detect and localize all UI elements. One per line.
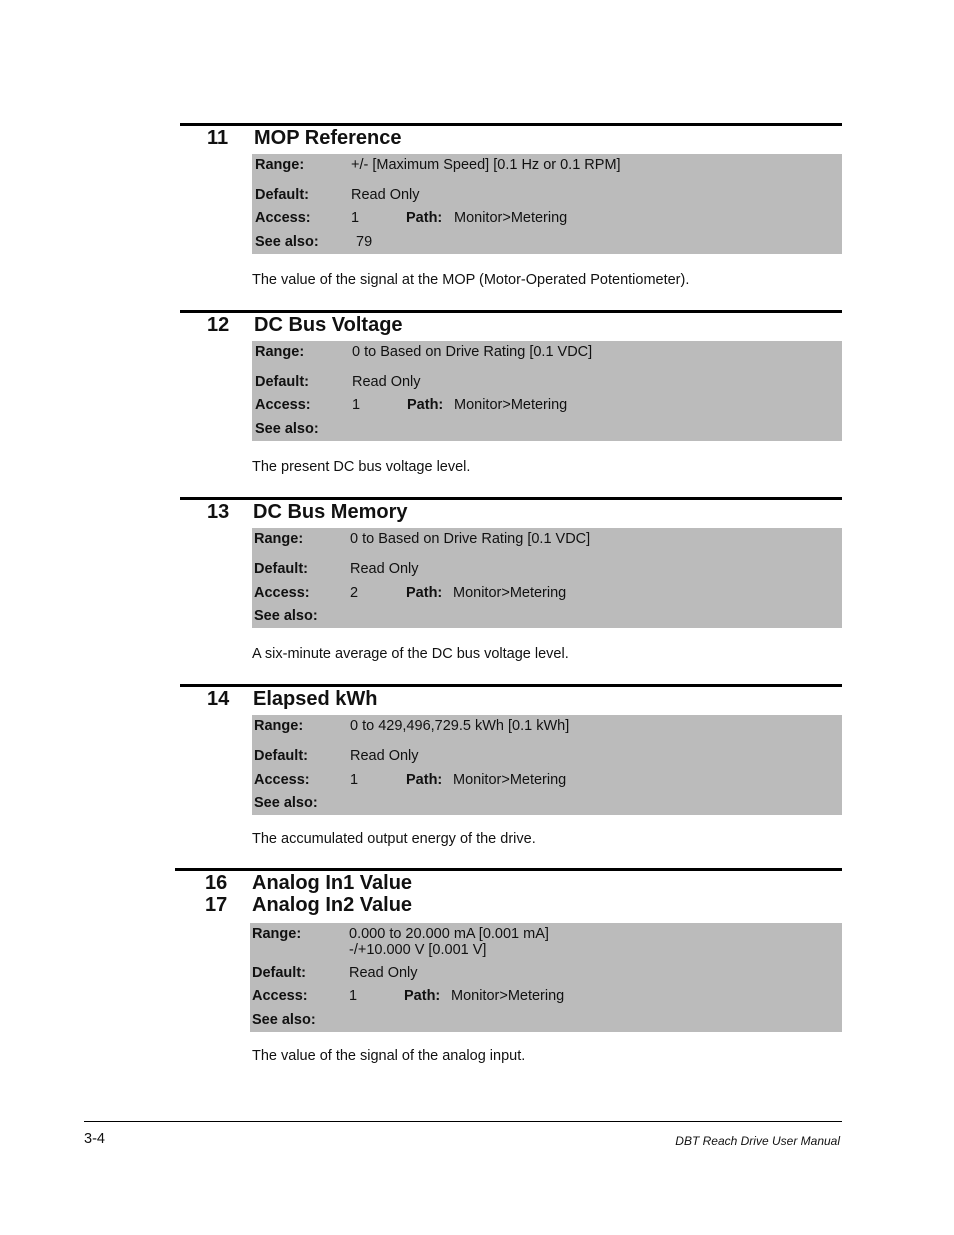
range-value: 0 to Based on Drive Rating [0.1 VDC]	[350, 531, 591, 547]
range-value: 0 to 429,496,729.5 kWh [0.1 kWh]	[350, 718, 570, 734]
range-label: Range:	[255, 157, 305, 173]
path-value: Monitor>Metering	[453, 585, 567, 601]
range-value: +/- [Maximum Speed] [0.1 Hz or 0.1 RPM]	[351, 157, 621, 173]
param-info-box	[252, 341, 842, 441]
param-number: 14	[207, 688, 230, 710]
access-label: Access:	[254, 772, 310, 788]
param-description: The value of the signal at the MOP (Motor-Operated Potentiometer).	[252, 272, 690, 288]
see-also-label: See also:	[255, 234, 319, 250]
see-also-label: See also:	[254, 608, 318, 624]
default-value: Read Only	[351, 187, 420, 203]
range-label: Range:	[255, 344, 305, 360]
param-number-16: 16	[205, 872, 228, 894]
access-value: 1	[351, 210, 360, 226]
param-info-box	[252, 154, 842, 254]
access-label: Access:	[255, 397, 311, 413]
param-info-box	[252, 528, 842, 628]
section-rule	[180, 123, 842, 126]
path-label: Path:	[404, 988, 441, 1004]
section-rule	[175, 868, 842, 871]
default-value: Read Only	[350, 748, 419, 764]
default-label: Default:	[252, 965, 306, 981]
manual-title: DBT Reach Drive User Manual	[675, 1134, 840, 1148]
path-label: Path:	[406, 210, 443, 226]
param-title: Elapsed kWh	[253, 688, 378, 710]
default-value: Read Only	[350, 561, 419, 577]
see-also-label: See also:	[252, 1012, 316, 1028]
path-label: Path:	[407, 397, 444, 413]
param-description: The value of the signal of the analog input.	[252, 1048, 526, 1064]
access-value: 1	[350, 772, 359, 788]
param-13	[180, 497, 842, 667]
default-label: Default:	[254, 561, 308, 577]
range-label: Range:	[254, 531, 304, 547]
param-description: A six-minute average of the DC bus voltage level.	[252, 646, 569, 662]
access-value: 1	[349, 988, 358, 1004]
path-value: Monitor>Metering	[454, 397, 568, 413]
param-number-17: 17	[205, 894, 228, 916]
range-value-ma: 0.000 to 20.000 mA [0.001 mA]	[349, 926, 549, 942]
path-value: Monitor>Metering	[451, 988, 565, 1004]
path-value: Monitor>Metering	[453, 772, 567, 788]
default-value: Read Only	[352, 374, 421, 390]
footer-rule	[84, 1121, 842, 1122]
param-number: 12	[207, 314, 230, 336]
param-12	[180, 310, 842, 480]
path-label: Path:	[406, 772, 443, 788]
param-title-17: Analog In2 Value	[252, 894, 413, 916]
section-rule	[180, 310, 842, 313]
access-label: Access:	[252, 988, 308, 1004]
see-also-value: 79	[356, 234, 373, 250]
param-title: DC Bus Memory	[253, 501, 408, 523]
param-number: 13	[207, 501, 230, 523]
default-label: Default:	[254, 748, 308, 764]
default-value: Read Only	[349, 965, 418, 981]
section-rule	[180, 684, 842, 687]
param-title: MOP Reference	[254, 127, 402, 149]
range-value: 0 to Based on Drive Rating [0.1 VDC]	[352, 344, 593, 360]
access-value: 2	[350, 585, 359, 601]
path-value: Monitor>Metering	[454, 210, 568, 226]
section-rule	[180, 497, 842, 500]
param-16-17	[175, 868, 842, 1073]
range-label: Range:	[252, 926, 302, 942]
param-info-box	[250, 923, 842, 1032]
see-also-label: See also:	[255, 421, 319, 437]
path-label: Path:	[406, 585, 443, 601]
page-number: 3-4	[84, 1131, 105, 1147]
param-info-box	[252, 715, 842, 815]
default-label: Default:	[255, 187, 309, 203]
see-also-label: See also:	[254, 795, 318, 811]
access-label: Access:	[254, 585, 310, 601]
default-label: Default:	[255, 374, 309, 390]
range-value-v: -/+10.000 V [0.001 V]	[349, 942, 487, 958]
param-11	[180, 123, 842, 293]
access-label: Access:	[255, 210, 311, 226]
param-title: DC Bus Voltage	[254, 314, 403, 336]
access-value: 1	[352, 397, 361, 413]
param-title-16: Analog In1 Value	[252, 872, 413, 894]
range-label: Range:	[254, 718, 304, 734]
param-14	[180, 684, 842, 854]
param-number: 11	[207, 127, 229, 149]
param-description: The accumulated output energy of the drive.	[252, 831, 536, 847]
param-description: The present DC bus voltage level.	[252, 459, 471, 475]
